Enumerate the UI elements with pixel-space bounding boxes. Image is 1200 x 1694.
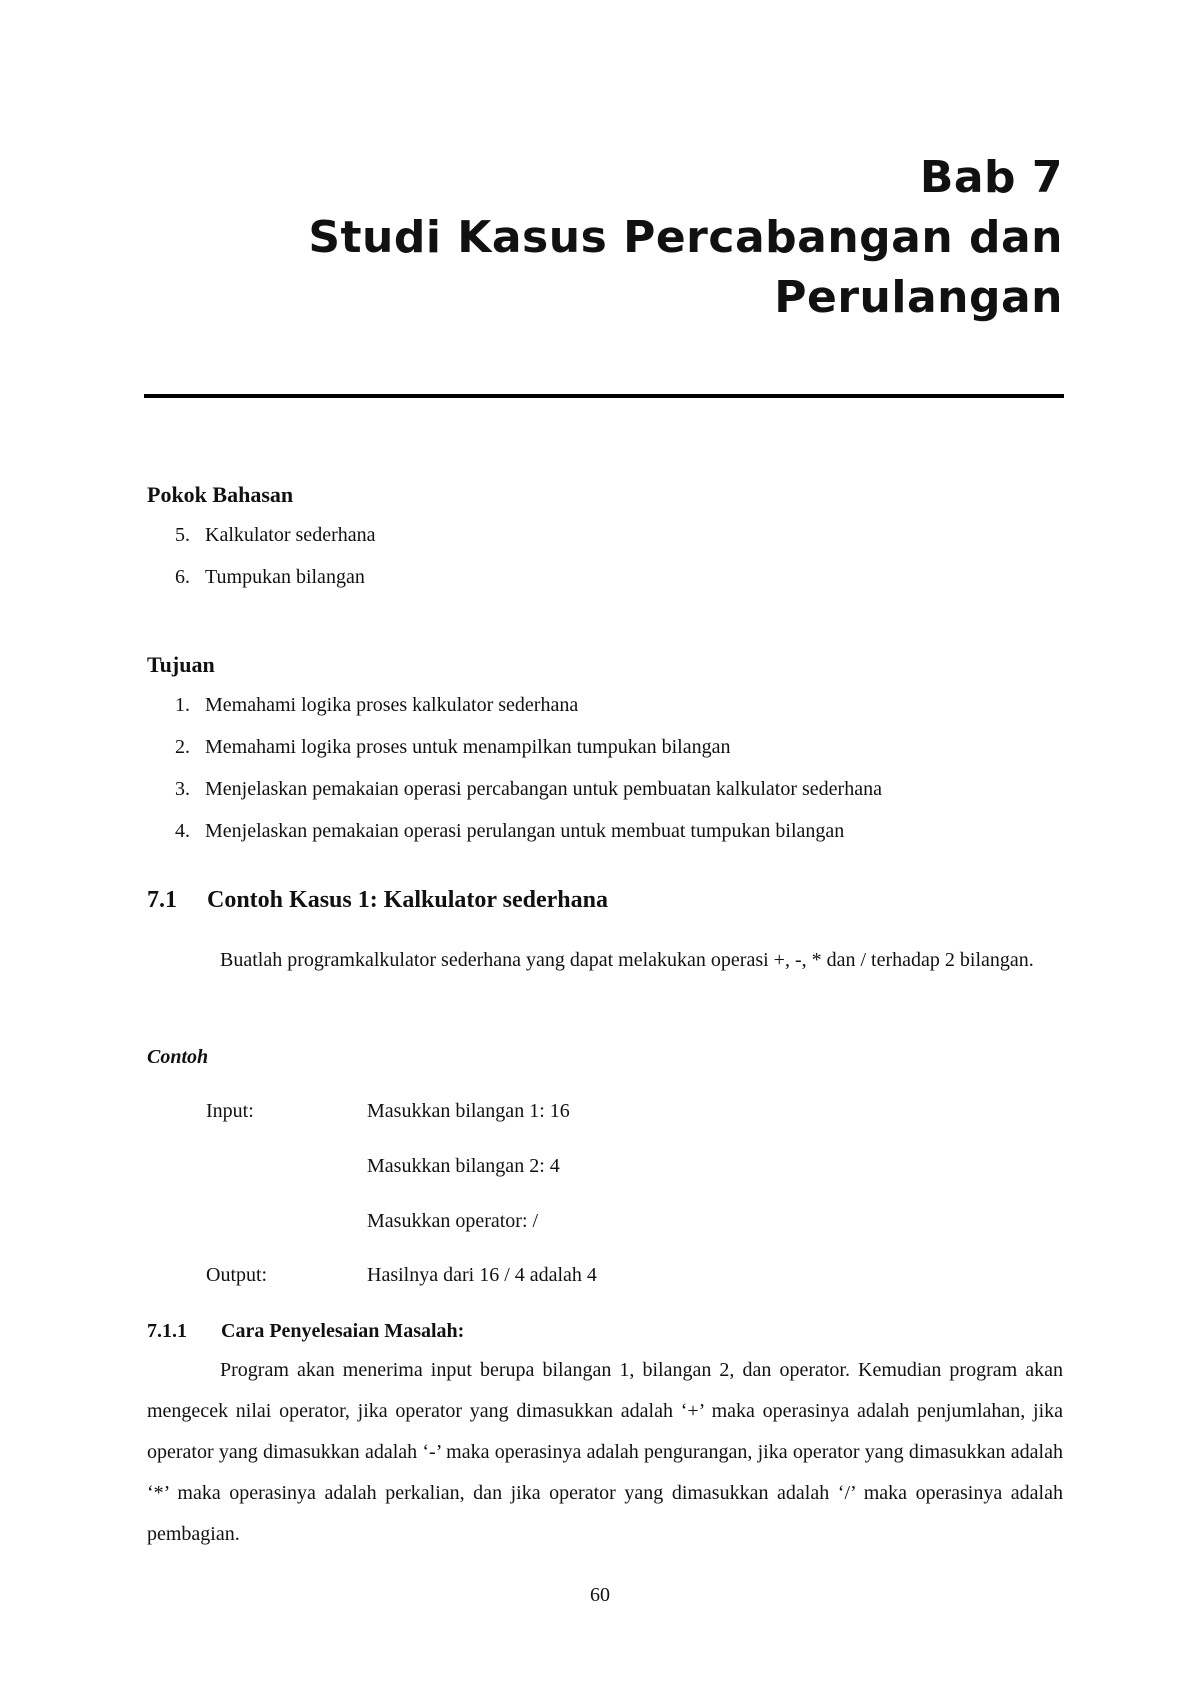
section-title: Contoh Kasus 1: Kalkulator sederhana [207,887,608,913]
section-heading-7-1 [147,887,608,914]
list-text: Tumpukan bilangan [205,566,365,588]
tujuan-item [160,778,882,801]
section-number: 7.1.1 [147,1320,187,1342]
list-number: 2. [175,736,190,758]
page-number: 60 [590,1584,610,1606]
list-number: 5. [175,524,190,546]
list-text: Memahami logika proses kalkulator sederhana [205,694,579,716]
section-number: 7.1 [147,887,177,913]
list-text: Menjelaskan pemakaian operasi percabangan untuk pembuatan kalkulator sederhana [205,778,882,800]
chapter-title-line-1: Studi Kasus Percabangan dan [308,212,1063,263]
pokok-bahasan-heading: Pokok Bahasan [147,482,294,507]
output-label: Output: [206,1264,268,1286]
list-number: 1. [175,694,190,716]
section-7-1-paragraph: Buatlah programkalkulator sederhana yang dapat melakukan operasi +, -, * dan / terhadap 2 bilangan. [220,949,1034,971]
pokok-bahasan-item [160,524,375,547]
title-divider [144,394,1064,398]
pokok-bahasan-item [160,566,365,589]
section-title: Cara Penyelesaian Masalah: [221,1320,465,1342]
input-line: Masukkan operator: / [367,1210,539,1232]
tujuan-item [160,820,844,843]
output-line: Hasilnya dari 16 / 4 adalah 4 [367,1264,597,1286]
tujuan-item [160,736,730,759]
input-label: Input: [206,1100,254,1122]
chapter-title-line-2: Perulangan [774,272,1063,323]
tujuan-item [160,694,578,717]
input-line: Masukkan bilangan 2: 4 [367,1155,560,1177]
contoh-label: Contoh [147,1046,209,1068]
section-heading-7-1-1 [147,1320,464,1343]
list-text: Menjelaskan pemakaian operasi perulangan untuk membuat tumpukan bilangan [205,820,845,842]
section-7-1-1-paragraph: Program akan menerima input berupa bilangan 1, bilangan 2, dan operator. Kemudian program akan mengecek nilai operator, jika operator yang dimasukkan adalah ‘+’ maka operasinya adalah penjumlahan, jika operator yang dimasukkan adalah ‘-’ maka operasinya adalah pengurangan, jika operator yang dimasukkan adalah ‘*’ maka operasinya adalah perkalian, dan jika operator yang dimasukkan adalah ‘/’ maka operasinya adalah pembagian. [147,1359,1063,1545]
list-text: Memahami logika proses untuk menampilkan tumpukan bilangan [205,736,731,758]
tujuan-heading: Tujuan [147,652,215,677]
input-line: Masukkan bilangan 1: 16 [367,1100,570,1122]
list-text: Kalkulator sederhana [205,524,376,546]
list-number: 4. [175,820,190,842]
list-number: 3. [175,778,190,800]
chapter-title [303,148,1063,328]
list-number: 6. [175,566,190,588]
chapter-number: Bab 7 [919,152,1063,203]
